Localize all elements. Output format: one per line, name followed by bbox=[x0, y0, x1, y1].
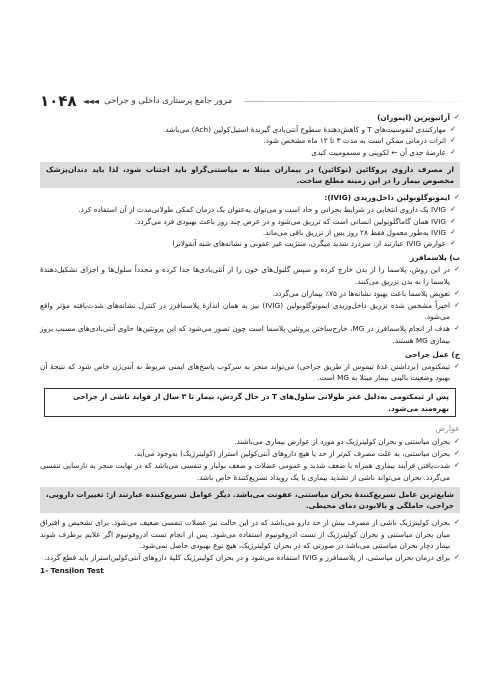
section-label: عوارض bbox=[435, 423, 460, 433]
warning-box: شایع‌ترین عامل تسریع‌کنندهٔ بحران میاستنی، عفونت می‌باشد. دیگر عوامل تسریع‌کننده عبارتند از: تغییرات دارویی، جراحی، حاملگی و بالابودن دمای محیطی. bbox=[40, 487, 460, 513]
list-item: ✓ مهارکنندی لنفوسیت‌های T و کاهش‌دهندهٔ سطوح آنتی‌بادی گیرندهٔ استیل‌کولین (Ach) می‌باشد. bbox=[40, 124, 446, 135]
list-item: ✓ IVIG همان گاماگلوبولین انسانی است که تزریق می‌شود و در عرض چند روز باعث بهبودی فرد می‌گردد. bbox=[40, 216, 446, 227]
cholinergic-list bbox=[40, 517, 460, 563]
list-item: ✓ اثرات درمانی ممکن است به مدت ۳ تا ۱۲ ماه مشخص شود. bbox=[40, 135, 446, 146]
section-title: ج) عمل جراحی bbox=[404, 349, 460, 359]
azathioprine-list bbox=[40, 124, 460, 158]
list-item: ✓ تیمکتومی (برداشتن غدهٔ تیموس از طریق جراحی) می‌تواند منجر به سرکوب پاسخ‌های ایمنی مربوط به آنتی‌ژن خاص شود که نتیجهٔ آن بهبود وضعیت بالینی بیمار مبتلا به MG است. bbox=[40, 361, 450, 383]
azathioprine-section bbox=[40, 112, 460, 123]
list-item: ✓ شدت‌یافتن فرآیند بیماری همراه با ضعف شدید و عمومی عضلات و ضعف بولبار و تنفسی می‌باشد که در نهایت منجر به نارسایی تنفسی می‌گردد. بحران می‌تواند ناشی از تشدید بیماری یا یک رویداد تسریع‌کنندهٔ خاص باشد. bbox=[40, 460, 450, 482]
list-item: ✓ بحران کولینرژیک ناشی از مصرف بیش از حد دارو می‌باشد که در این حالت نیز عضلات تنفسی ضعیف می‌شود. برای تشخیص و افتراق میان بحران میاستنی و بحران کولینرژیک از تست ادروفونیوم استفاده می‌شود. پس از انجام تست ادروفونیوم اگر علایم برطرف شوند بیمار دچار بحران میاستنی می‌باشد در صورتی که در بحران کولینرژیک، هیچ نوع بهبودی حاصل نمی‌شود. bbox=[40, 517, 450, 551]
list-item: ✓ عارضهٔ جدی آن ← لکوپنی و مسمومیت کبدی bbox=[40, 147, 446, 158]
arrow-icon: ◄◄◄ bbox=[82, 96, 99, 106]
page-number: ۱۰۴۸ bbox=[40, 92, 77, 110]
plasma-list bbox=[40, 264, 460, 345]
list-item: ✓ بحران میاستنی و بحران کولینرژیک دو مورد از عوارض بیماری می‌باشند. bbox=[40, 436, 450, 447]
complications-list bbox=[40, 436, 460, 483]
section-title: ✓ ایمونوگلوبولین داخل‌وریدی (IVIG): bbox=[40, 192, 450, 203]
list-item: ✓ تعویض پلاسما باعث بهبود نشانه‌ها در ۷۵٪ بیماران می‌گردد. bbox=[40, 288, 450, 299]
note-box: پس از تیمکتومی به‌دلیل عمر طولانی سلول‌های T در حال گردش، بیمار تا ۳ سال از فواید ناشی از جراحی بهره‌مند می‌شود. bbox=[44, 388, 456, 416]
page-content bbox=[40, 112, 460, 680]
list-item: ✓ IVIG به‌طور معمول فقط ۲۸ روز پس از تزریق باقی می‌ماند. bbox=[40, 227, 446, 238]
list-item: ✓ در این روش، پلاسما را از بدن خارج کرده و سپس گلبول‌های خون را از آنتی‌بادی‌ها جدا کرده و مجدداً سلول‌ها و اجزای تشکیل‌دهندهٔ پلاسما را به بدن تزریق می‌کنند. bbox=[40, 264, 450, 286]
ivig-section bbox=[40, 192, 460, 203]
warning-box: از مصرف داروی پروکائین (نوکائین) در بیماران مبتلا به میاستنی‌گراو باید اجتناب شود، لذا باید دندان‌پزشک مخصوص بیمار را در این زمینه مطلع ساخت. bbox=[40, 162, 460, 188]
header-divider bbox=[244, 101, 460, 102]
list-item: ✓ برای درمان بحران میاستنی، از پلاسمافرز و IVIG استفاده می‌شود و در بحران کولینرژیک کلیهٔ داروهای آنتی‌کولین‌استراز باید قطع گردد. bbox=[40, 552, 450, 563]
list-item: ✓ اخیراً مشخص شده تزریق داخل‌وریدی ایمونوگلوبولین (IVIG) نیز به همان اندازهٔ پلاسمافرز در کنترل نشانه‌های شدت‌یافته مؤثر واقع می‌شود. bbox=[40, 300, 450, 322]
surgery-list bbox=[40, 361, 460, 383]
list-item: ✓ عوارض IVIG عبارتند از: سردرد شدید میگرن، منتژیت غیر عفونی و نشانه‌های شبه آنفولانزا bbox=[40, 238, 446, 249]
list-item: ✓ IVIG یک داروی انتخابی در شرایط بحرانی و حاد است و می‌توان به‌عنوان یک درمان کمکی طولانی‌مدت از آن استفاده کرد. bbox=[40, 204, 446, 215]
section-title: ✓ آزاتیوپرین (ایموران) bbox=[40, 112, 450, 123]
page-header bbox=[40, 92, 460, 110]
ivig-list bbox=[40, 204, 460, 249]
footnote: 1- Tensilon Test bbox=[40, 566, 104, 576]
list-item: ✓ بحران میاستنی، به علت مصرف کم‌تر از حد یا هیچ داروهای آنتی‌کولین استراز (کولینرژیک) به‌وجود می‌آید. bbox=[40, 448, 450, 459]
section-title: ب) پلاسمافرز bbox=[410, 253, 460, 263]
list-item: ✓ هدف از انجام پلاسمافرز در MG، خارج‌ساختن پروتئین پلاسما است چون تصور می‌شود که این پروتئین‌ها حاوی آنتی‌بادی‌های مسبب بروز بیماری MG هستند. bbox=[40, 323, 450, 345]
book-title: مرور جامع پرستاری داخلی و جراحی bbox=[104, 96, 233, 106]
